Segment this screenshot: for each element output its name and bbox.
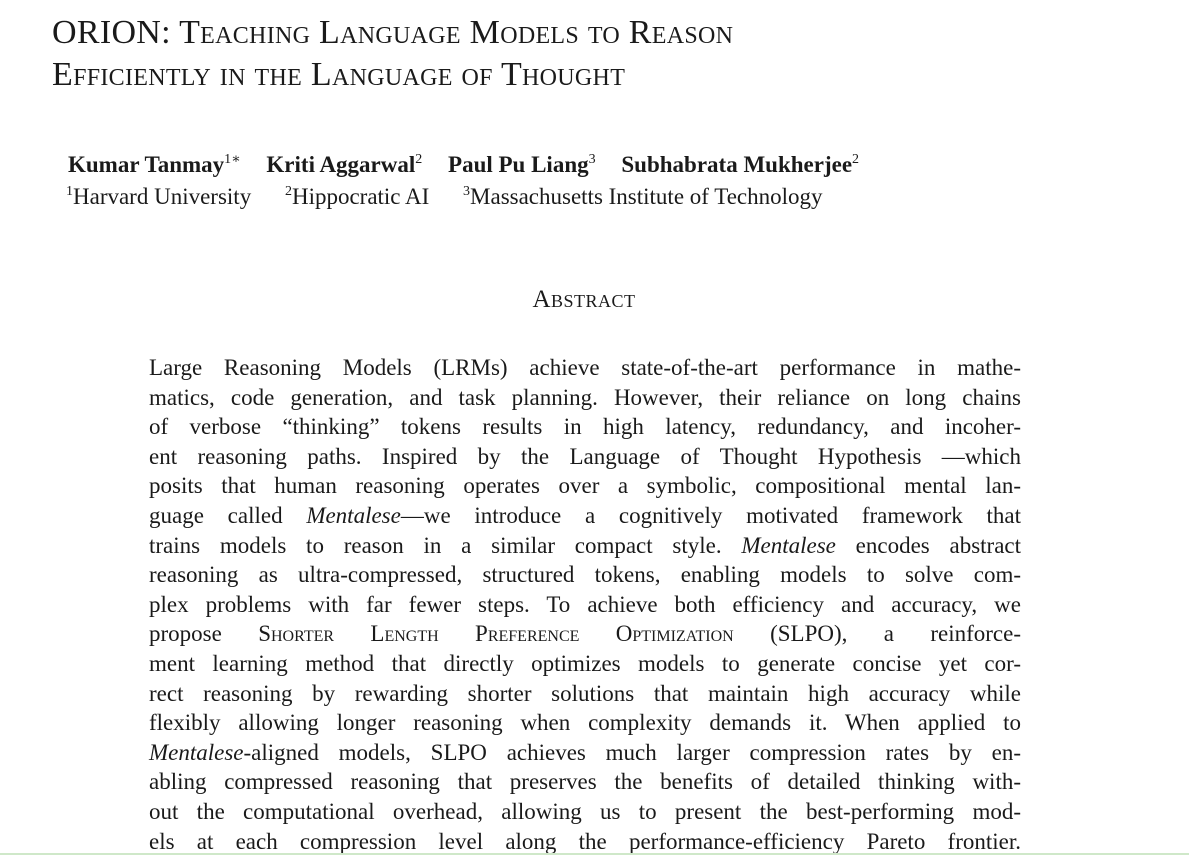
method-name: Shorter Length Preference Optimization [258,621,734,647]
abstract-heading: Abstract [532,286,636,313]
abstract-line: ment learning method that directly optimizes models to generate concise yet cor- [149,650,1021,676]
abstract-line: reasoning as ultra-compressed, structured tokens, enabling models to solve com- [149,562,1021,588]
abstract-line: matics, code generation, and task planning. However, their reliance on long chains [149,384,1021,410]
abstract-line: ent reasoning paths. Inspired by the Language of Thought Hypothesis —which [149,443,1021,469]
author: Paul Pu Liang$^3$ [448,152,596,177]
affiliation: $^1$Harvard University [66,184,252,209]
emphasized-term: Mentalese [741,532,836,558]
author-list [68,143,1168,182]
emphasized-term: Mentalese [149,739,244,765]
abstract-line: els at each compression level along the performance-efficiency Pareto frontier. [149,828,1021,854]
abstract-line: Mentalese-aligned models, SLPO achieves much larger compression rates by en- [149,739,1021,765]
abstract-line: abling compressed reasoning that preserves the benefits of detailed thinking with- [149,769,1021,795]
abstract-line: posits that human reasoning operates over a symbolic, compositional mental lan- [149,473,1021,499]
abstract-line: propose Shorter Length Preference Optimization (SLPO), a reinforce- [149,621,1021,647]
affiliation: $^3$Massachusetts Institute of Technology [463,184,823,209]
author-affiliation-mark: 2 [852,152,860,167]
author-affiliation-mark: 3 [588,152,596,167]
abstract-line: Large Reasoning Models (LRMs) achieve state-of-the-art performance in mathe- [149,355,1021,380]
affiliation: $^2$Hippocratic AI [284,184,430,209]
abstract-line: of verbose “thinking” tokens results in high latency, redundancy, and incoher- [149,414,1021,440]
affiliation-list [66,178,1168,211]
author-affiliation-mark: 2 [415,152,423,167]
abstract-line: trains models to reason in a similar compact style. Mentalese encodes abstract [149,532,1022,558]
author-affiliation-mark: 1∗ [224,152,241,167]
paper-title [52,12,1152,96]
abstract-line: guage called Mentalese—we introduce a cognitively motivated framework that [149,502,1021,528]
abstract-line: plex problems with far fewer steps. To achieve both efficiency and accuracy, we [149,591,1021,617]
abstract-line: flexibly allowing longer reasoning when complexity demands it. When applied to [149,710,1021,736]
author: Kriti Aggarwal$^2$ [266,152,423,177]
abstract-text [149,353,1021,856]
author-block [68,143,1168,211]
abstract-line: rect reasoning by rewarding shorter solutions that maintain high accuracy while [149,680,1021,706]
abstract-line: out the computational overhead, allowing us to present the best-performing mod- [149,798,1021,824]
author: Kumar Tanmay$^{1∗}$ [68,152,241,177]
title-line-2: Efficiently in the Language of Thought [52,56,626,93]
emphasized-term: Mentalese [306,502,401,528]
title-line-1: ORION: Teaching Language Models to Reason [52,14,734,51]
author: Subhabrata Mukherjee$^2$ [621,152,860,177]
page-bottom-edge [0,853,1189,863]
